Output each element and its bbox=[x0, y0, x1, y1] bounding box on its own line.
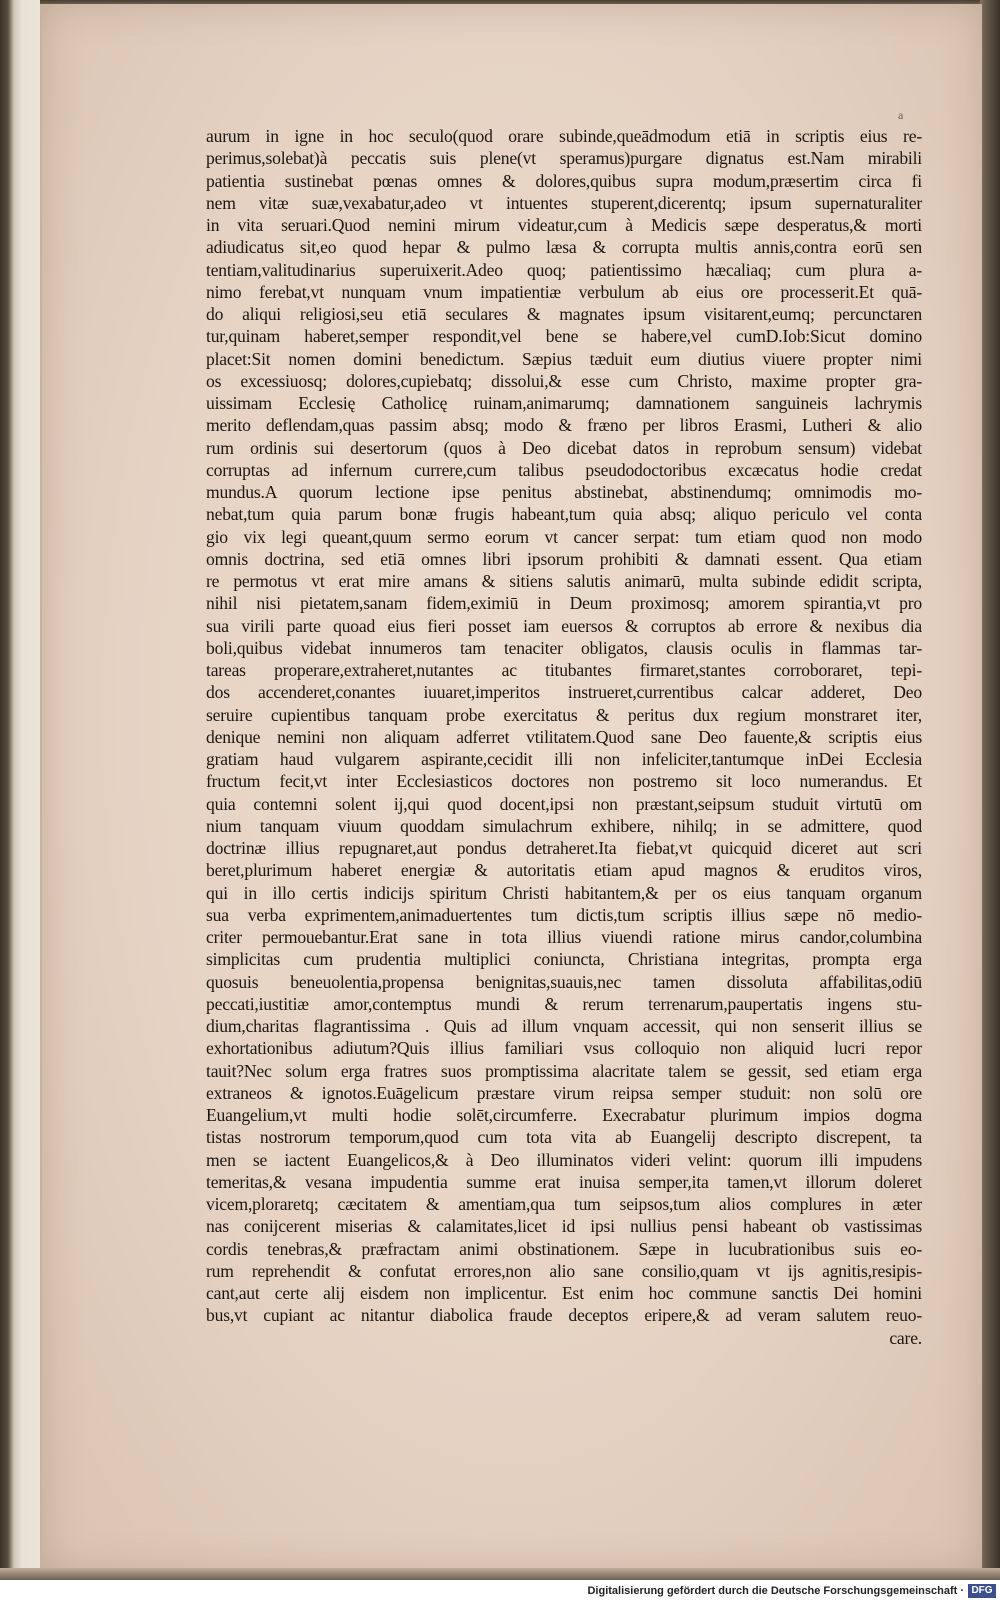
text-line: nas conijcerent miserias & calamitates,licet id ipsi nullius pensi habeant ob vastissimas bbox=[206, 1216, 922, 1237]
text-line: care. bbox=[889, 1327, 922, 1348]
text-line: seruire cupientibus tanquam probe exercitatus & peritus dux regium monstraret iter, bbox=[206, 704, 922, 725]
text-line: boli,quibus videbat innumeros tam tenaciter obligatos, clausis oculis in flammas tar- bbox=[206, 637, 922, 658]
text-line: sua verba exprimentem,animaduertentes tum dictis,tum scriptis illius sæpe nō medio- bbox=[206, 904, 922, 925]
text-line: peccati,iustitiæ amor,contemptus mundi & rerum terrenarum,paupertatis ingens stu- bbox=[206, 993, 922, 1014]
text-line: vicem,ploraretq; cæcitatem & amentiam,qua tum seipsos,tum alios complures in æter bbox=[206, 1194, 922, 1214]
text-line: beret,plurimum haberet energiæ & autoritatis etiam apud magnos & eruditos viros, bbox=[206, 860, 922, 881]
text-line: cordis tenebras,& præfractam animi obstinationem. Sæpe in lucubrationibus suis eo- bbox=[206, 1238, 922, 1259]
text-line: fructum fecit,vt inter Ecclesiasticos doctores non postremo sit loco numerandus. Et bbox=[206, 771, 922, 792]
text-line: cant,aut certe alij eisdem non implicentur. Est enim hoc commune sanctis Dei homini bbox=[206, 1283, 922, 1303]
text-line: criter permouebantur.Erat sane in tota illius viuendi ratione mirus candor,columbina bbox=[206, 927, 922, 947]
text-line: nem vitæ suæ,vexabatur,adeo vt intuentes stuperent,dicerentq; ipsum supernaturaliter bbox=[206, 192, 922, 213]
text-line: nimo ferebat,vt nunquam vnum impatientiæ verbulum ab eius ore processerit.Et quā- bbox=[206, 281, 922, 302]
text-line: gratiam haud vulgarem aspirante,cecidit illi non infeliciter,tantumque inDei Ecclesia bbox=[206, 749, 922, 769]
text-line: patientia sustinebat pœnas omnes & dolores,quibus supra modum,præsertim circa fi bbox=[206, 170, 922, 191]
text-line: tareas properare,extraheret,nutantes ac titubantes firmaret,stantes corroboraret, tepi- bbox=[206, 660, 922, 680]
text-line: tistas nostrorum temporum,quod cum tota vita ab Euangelij descripto discrepent, ta bbox=[206, 1127, 922, 1148]
folio-mark: a bbox=[898, 108, 904, 122]
body-text bbox=[206, 125, 922, 1349]
funding-credit: Digitalisierung gefördert durch die Deutsche Forschungsgemeinschaft · bbox=[587, 1585, 964, 1597]
text-line: adiudicatus sit,eo quod hepar & pulmo læsa & corrupta multis annis,contra eorū sen bbox=[206, 237, 922, 258]
text-line: tentiam,valitudinarius superuixerit.Adeo quoq; patientissimo hæcaliaq; cum plura a- bbox=[206, 259, 922, 280]
text-line: tur,quinam haberet,semper respondit,vel bene se habere,vel cumD.Iob:Sicut domino bbox=[206, 326, 922, 347]
text-line: Euangelium,vt multi hodie solēt,circumferre. Execrabatur plurimum impios dogma bbox=[206, 1105, 922, 1125]
text-line: simplicitas cum prudentia multiplici coniuncta, Christiana integritas, prompta erga bbox=[206, 949, 922, 970]
text-line: re permotus vt erat mire amans & sitiens salutis animarū, multa subinde edidit scripta, bbox=[206, 571, 922, 591]
text-line: tauit?Nec solum erga fratres suos promptissima alacritate talem se gessit, sed etiam erga bbox=[206, 1060, 922, 1081]
text-line: dium,charitas flagrantissima . Quis ad illum vnquam accessit, qui non senserit illius se bbox=[206, 1016, 922, 1036]
text-line: bus,vt cupiant ac nitantur diabolica fraude deceptos eripere,& ad veram salutem reuo- bbox=[206, 1305, 922, 1326]
text-line: men se iactent Euangelicos,& à Deo illuminatos videri velint: quorum illi impudens bbox=[206, 1149, 922, 1170]
text-line: uissimam Ecclesię Catholicę ruinam,animarumq; damnationem sanguineis lachrymis bbox=[206, 393, 922, 413]
text-line: sua virili parte quoad eius fieri posset iam euersos & corruptos ab errore & nexibus dia bbox=[206, 615, 922, 636]
text-line: rum ordinis sui desertorum (quos à Deo dicebat datos in reprobum sensum) videbat bbox=[206, 437, 922, 458]
text-line: placet:Sit nomen domini benedictum. Sæpius tæduit eum diutius viuere propter nimi bbox=[206, 348, 922, 369]
text-line: dos accenderet,conantes iuuaret,imperitos instrueret,currentibus calcar adderet, Deo bbox=[206, 682, 922, 703]
text-line: mundus.A quorum lectione ipse penitus abstinebat, abstinendumq; omnimodis mo- bbox=[206, 482, 922, 502]
text-line: rum reprehendit & confutat errores,non alio sane consilio,quam vt ijs agnitis,resipis- bbox=[206, 1260, 922, 1281]
text-line: in vita seruari.Quod nemini mirum videatur,cum à Medicis sæpe desperatus,& morti bbox=[206, 215, 922, 235]
text-line: omnis doctrina, sed etiā omnes libri ipsorum prohibiti & damnati essent. Qua etiam bbox=[206, 548, 922, 569]
dfg-logo-icon: DFG bbox=[968, 1584, 996, 1598]
text-line: nebat,tum quia parum bonæ frugis habeant,tum quia absq; aliquo periculo vel conta bbox=[206, 504, 922, 525]
text-line: merito deflendam,quas passim absq; modo & fræno per libros Erasmi, Lutheri & alio bbox=[206, 415, 922, 436]
text-line: nium tanquam viuum quoddam simulachrum exhibere, nihilq; in se admittere, quod bbox=[206, 815, 922, 836]
text-line: extraneos & ignotos.Euāgelicum præstare virum reipsa semper studuit: non solū ore bbox=[206, 1082, 922, 1103]
page-bottom-edge bbox=[0, 1568, 1000, 1580]
text-line: qui in illo certis indicijs spiritum Christi habitantem,& per os eius tanquam organum bbox=[206, 882, 922, 903]
text-line: quia contemni solent ij,qui quod docent,ipsi non præstant,seipsum studuit virtutū om bbox=[206, 793, 922, 814]
text-line: denique nemini non aliquam adferret vtilitatem.Quod sane Deo fauente,& scriptis eius bbox=[206, 726, 922, 747]
text-line: corruptas ad infernum currere,cum talibus pseudodoctoribus excæcatus hodie credat bbox=[206, 459, 922, 480]
text-line: doctrinæ illius repugnaret,aut pondus detraheret.Ita fiebat,vt quicquid diceret aut scri bbox=[206, 838, 922, 858]
text-line: nihil nisi pietatem,sanam fidem,eximiū in Deum proximosq; amorem spirantia,vt pro bbox=[206, 593, 922, 614]
text-line: os excessiuosq; dolores,cupiebatq; dissolui,& esse cum Christo, maxime propter gra- bbox=[206, 370, 922, 391]
text-line: gio vix legi queant,quum sermo eorum vt cancer serpat: tum etiam quod non modo bbox=[206, 526, 922, 547]
text-line: aurum in igne in hoc seculo(quod orare subinde,queādmodum etiā in scriptis eius re- bbox=[206, 126, 922, 146]
text-line: temeritas,& vesana impudentia summe erat inuisa semper,ita tamen,vt illorum doleret bbox=[206, 1171, 922, 1192]
text-line: do aliqui religiosi,seu etiā seculares & magnates ipsum visitarent,eumq; percunctaren bbox=[206, 304, 922, 324]
text-line: quosuis beneuolentia,propensa benignitas,suauis,nec tamen dissoluta affabilitas,odiū bbox=[206, 971, 922, 992]
text-line: exhortationibus adiutum?Quis illius familiari vsus colloquio non aliquid lucri repor bbox=[206, 1038, 922, 1059]
digitization-footer bbox=[0, 1580, 1000, 1603]
text-line: perimus,solebat)à peccatis suis plene(vt speramus)purgare dignatus est.Nam mirabili bbox=[206, 148, 922, 169]
